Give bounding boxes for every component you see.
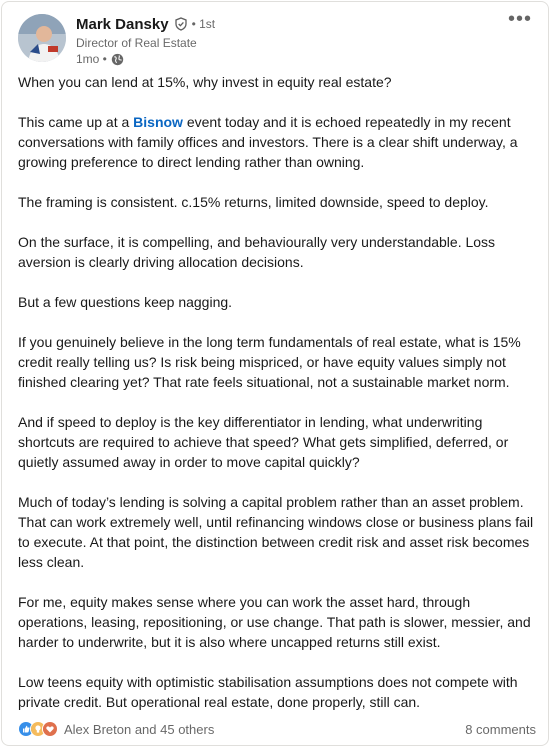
paragraph: For me, equity makes sense where you can work the asset hard, through operations, leasing, repositioning, or use change. That path is slower, messier, and harder to underwrite, but it is also where uncapped returns still exist. — [18, 594, 531, 650]
comments-count-link[interactable]: 8 comments — [465, 721, 536, 737]
paragraph-text: This came up at a — [18, 114, 134, 130]
post-time: 1mo • — [76, 52, 107, 66]
paragraph: But a few questions keep nagging. — [18, 294, 233, 310]
connection-degree: • 1st — [191, 17, 216, 31]
verified-icon — [174, 17, 188, 31]
social-counts — [18, 718, 536, 740]
paragraph: The framing is consistent. c.15% returns, limited downside, speed to deploy. — [18, 194, 489, 210]
company-mention-link[interactable]: Bisnow — [133, 114, 183, 130]
paragraph-text: event today and it is echoed repeatedly in my recent conversations with family offices and investors. There is a clear shift underway, a growing preference to direct lending rather than owning. — [18, 114, 518, 170]
love-icon — [42, 721, 58, 737]
author-headline: Director of Real Estate — [76, 36, 197, 50]
globe-icon — [111, 53, 124, 66]
paragraph: And if speed to deploy is the key differentiator in lending, what underwriting shortcuts are required to achieve that speed? What gets simplified, deferred, or quietly assumed away in order to move capital quickly? — [18, 414, 509, 470]
paragraph: Low teens equity with optimistic stabilisation assumptions does not compete with private credit. But operational real estate, done properly, still can. — [18, 674, 518, 710]
paragraph: If you genuinely believe in the long term fundamentals of real estate, what is 15% credit really telling us? Is risk being mispriced, or have equity values simply not finished clearing yet? That rate feels situational, not a sustainable market norm. — [18, 334, 521, 390]
post-time-row — [76, 51, 215, 67]
author-name[interactable]: Mark Dansky — [76, 15, 169, 33]
author-avatar[interactable] — [18, 14, 66, 62]
paragraph: On the surface, it is compelling, and behaviourally very understandable. Loss aversion is clearly driving allocation decisions. — [18, 234, 496, 270]
post-card — [1, 1, 549, 746]
post-header — [18, 8, 533, 68]
author-meta — [76, 14, 215, 67]
reactions-count-link[interactable]: Alex Breton and 45 others — [64, 721, 215, 737]
paragraph: Much of today’s lending is solving a capital problem rather than an asset problem. That can work extremely well, until refinancing windows close or business plans fail to execute. At that point, the distinction between credit risk and asset risk becomes less clean. — [18, 494, 534, 570]
paragraph: When you can lend at 15%, why invest in equity real estate? — [18, 74, 392, 90]
paragraph — [18, 112, 542, 172]
more-options-icon[interactable]: ••• — [508, 8, 533, 30]
avatar-image — [18, 14, 66, 62]
post-body — [18, 72, 542, 732]
reaction-icons[interactable] — [18, 721, 58, 737]
